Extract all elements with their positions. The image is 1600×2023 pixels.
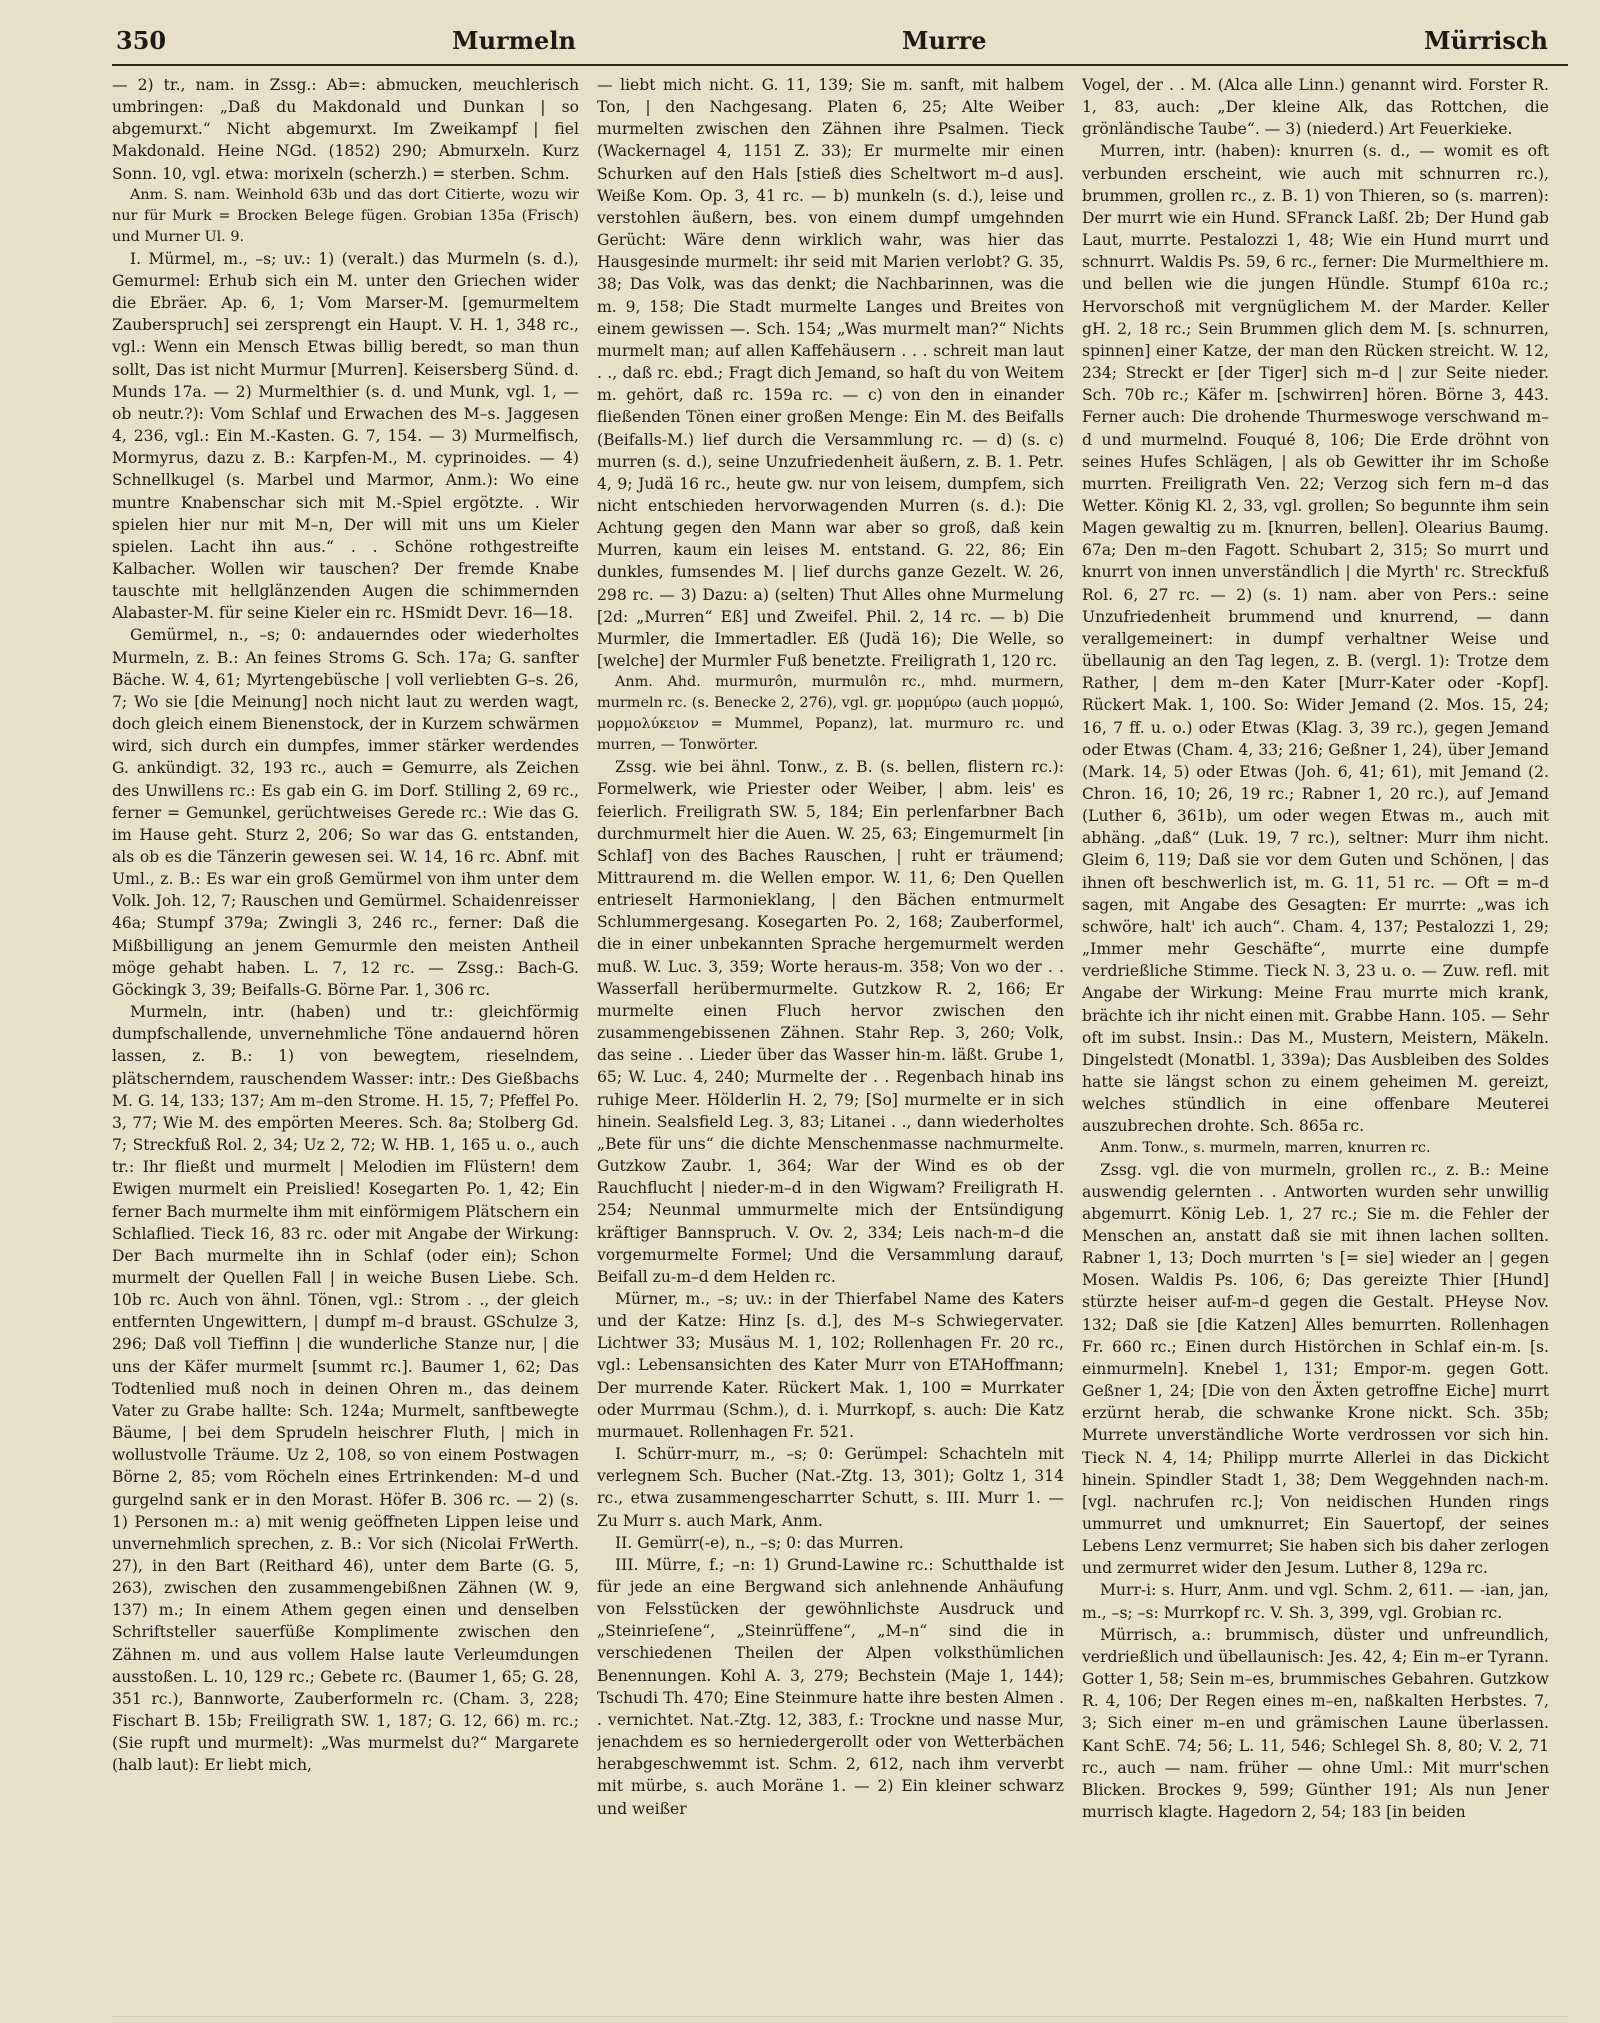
annotation-paragraph: Anm. Ahd. murmurôn, murmulôn rc., mhd. murmern, murmeln rc. (s. Benecke 2, 276), vgl. gr. μορμύρω (auch μορμώ, μορμολύκειον = Mummel, Popanz), lat. murmuro rc. und murren, — Tonwörter. (597, 674, 1064, 754)
entry-paragraph: Vogel, der . . M. (Alca alle Linn.) genannt wird. Forster R. 1, 83, auch: „Der kleine Alk, das Rottchen, die grönländische Taube“. — 3) (niederd.) Art Feuerkieke. (1082, 76, 1549, 139)
left-catchword: Murmeln (452, 26, 576, 55)
column-2 (597, 74, 1064, 2009)
entry-paragraph: Gemürmel, n., –s; 0: andauerndes oder wiederholtes Murmeln, z. B.: An feines Stroms G. Sch. 17a; G. sanfter Bäche. W. 4, 61; Myrtengebüsche | voll verliebten G–s. 26, 7; Wo sie [die Meinung] noch nicht laut zu werden wagt, doch gleich einem Bienenstock, der in Kurzem schwärmen wird, sich durch ein dumpfes, immer stärker werdendes G. ankündigt. 32, 193 rc., auch = Gemurre, als Zeichen des Unwillens rc.: Es gab ein G. im Dorf. Stilling 2, 69 rc., ferner = Gemunkel, gerüchtweises Gerede rc.: Wie das G. im Hause geht. Sturz 2, 206; So war das G. entstanden, als ob es die Tänzerin gewesen sei. W. 14, 16 rc. Abnf. mit Uml., z. B.: Es war ein groß Gemürmel von ihm unter dem Volk. Joh. 12, 7; Rauschen und Gemürmel. Schaidenreisser 46a; Stumpf 379a; Zwingli 3, 246 rc., ferner: Daß die Mißbilligung an jenem Gemurmle den meisten Antheil möge gehabt haben. L. 7, 12 rc. — Zssg.: Bach-G. Göckingk 3, 39; Beifalls-G. Börne Par. 1, 306 rc. (112, 626, 579, 999)
entry-paragraph: — 2) tr., nam. in Zssg.: Ab=: abmucken, meuchlerisch umbringen: „Daß du Makdonald und Dunkan | so abgemurxt.“ Nicht abgemurxt. Im Zweikampf | fiel Makdonald. Heine NGd. (1852) 290; Abmurxeln. Kurz Sonn. 10, vgl. etwa: morixeln (scherzh.) = sterben. Schm. (112, 76, 579, 183)
column-3 (1082, 74, 1549, 2009)
column-1 (112, 74, 579, 2009)
entry-paragraph: Zssg. vgl. die von murmeln, grollen rc., z. B.: Meine auswendig gelernten . . Antworten wurden sehr unwillig abgemurrt. König Leb. 1, 27 rc.; Sie m. die Fehler der Menschen an, anstatt daß sie mit ihnen lachen sollten. Rabner 1, 13; Doch murrten 's [= sie] wieder an | gegen Mosen. Waldis Ps. 106, 6; Das gereizte Thier [Hund] stürzte heiser auf-m–d gegen die Gestalt. PHeyse Nov. 132; Daß sie [die Katzen] Alles bemurrten. Rollenhagen Fr. 660 rc.; Einen durch Histörchen in Schlaf ein-m. [s. einmurmeln]. Knebel 1, 131; Empor-m. gegen Gott. Geßner 1, 24; [Die von den Äxten getroffne Eiche] murrt erzürnt herab, die schwanke Krone nickt. Sch. 35b; Murrete unverständliche Worte verdrossen vor sich hin. Tieck N. 4, 14; Philipp murrte Allerlei in das Dickicht hinein. Spindler Stadt 1, 38; Dem Weggehnden nach-m. [vgl. nachrufen rc.]; Von neidischen Hunden rings ummurret und umknurret; Ein Sauertopf, der seines Lebens Lenz vermurret; Sie haben sich bis daher zerlogen und zermurret wider den Jesum. Luther 8, 129a rc. (1082, 1160, 1549, 1578)
center-catchword: Murre (902, 26, 987, 55)
entry-paragraph: Murr-i: s. Hurr, Anm. und vgl. Schm. 2, 611. — -ian, jan, m., –s; –s: Murrkopf rc. V. Sh. 3, 399, vgl. Grobian rc. (1082, 1581, 1549, 1622)
text-columns (112, 74, 1568, 2009)
right-catchword: Mürrisch (1424, 26, 1548, 55)
annotation-paragraph: Anm. S. nam. Weinhold 63b und das dort Citierte, wozu wir nur für Murk = Brocken Belege fügen. Grobian 135a (Frisch) und Murner Ul. 9. (112, 186, 579, 245)
entry-paragraph: III. Mürre, f.; –n: 1) Grund-Lawine rc.: Schutthalde ist für jede an eine Bergwand sich anlehnende Anhäufung von Felsstücken der gewöhnlichste Ausdruck und „Steinrieſene“, „Steinrüffene“, „M–n“ sind die in verschiedenen Theilen der Alpen volksthümlichen Benennungen. Kohl A. 3, 279; Bechstein (Maje 1, 144); Tschudi Th. 470; Eine Steinmure hatte ihre besten Almen . . vernichtet. Nat.-Ztg. 12, 383, f.: Trockne und nasse Mur, jenachdem es so herniedergerollt oder von Wetterbächen herabgeschwemmt ist. Schm. 2, 612, nach ihm ververbt mit mürbe, s. auch Moräne 1. — 2) Ein kleiner schwarz und weißer (597, 1555, 1064, 1818)
entry-paragraph: II. Gemürr(-e), n., –s; 0: das Murren. (615, 1533, 904, 1552)
entry-paragraph: I. Schürr-murr, m., –s; 0: Gerümpel: Schachteln mit verlegnem Sch. Bucher (Nat.-Ztg. 13, 301); Goltz 1, 314 rc., etwa zusammengescharrter Schutt, s. III. Murr 1. — Zu Murr s. auch Mark, Anm. (597, 1445, 1064, 1530)
entry-paragraph: I. Mürmel, m., –s; uv.: 1) (veralt.) das Murmeln (s. d.), Gemurmel: Erhub sich ein M. unter den Griechen wider die Ebräer. Ap. 6, 1; Vom Marser-M. [gemurmeltem Zauberspruch] sei zersprengt ein Haupt. V. H. 1, 348 rc., vgl.: Wenn ein Mensch Etwas billig beredt, so man thun sollt, Das ist nicht Murmur [Murren]. Keisersberg Sünd. d. Munds 17a. — 2) Murmelthier (s. d. und Munk, vgl. 1, — ob neutr.?): Vom Schlaf und Erwachen des M–s. Jaggesen 4, 236, vgl.: Ein M.-Kasten. G. 7, 154. — 3) Murmelfisch, Mormyrus, dazu z. B.: Karpfen-M., M. cyprinoides. — 4) Schnellkugel (s. Marbel und Marmor, Anm.): Wo eine muntre Knabenschar sich mit M.-Spiel ergötzte. . Wir spielen hier nur mit M–n, Der will mit uns um Kieler spielen. Lacht ihn aus.“ . . Schöne rothgestreifte Kalbacher. Wollen wir tauschen? Der fremde Knabe tauschte mit hellglänzenden Augen die schimmernden Alabaster-M. für seine Kieler ein rc. HSmidt Devr. 16—18. (112, 249, 579, 623)
entry-paragraph: Murren, intr. (haben): knurren (s. d., — womit es oft verbunden erscheint, wie auch mit schnurren rc.), brummen, grollen rc., z. B. 1) von Thieren, so (s. marren): Der murrt wie ein Hund. SFranck Laßſ. 2b; Der Hund gab Laut, murrte. Pestalozzi 1, 48; Wie ein Hund murrt und schnurrt. Waldis Ps. 59, 6 rc., ferner: Die Murmelthiere m. und bellen wie die jungen Hündle. Stumpf 610a rc.; Hervorschoß mit vergnüglichem M. der Marder. Keller gH. 2, 18 rc.; Sein Brummen glich dem M. [s. schnurren, spinnen] einer Katze, der man den Rücken streicht. W. 12, 234; Streckt er [der Tiger] sich m–d | zur Seite nieder. Sch. 70b rc.; Käfer m. [schwirren] hören. Börne 3, 443. Ferner auch: Die drohende Thurmeswoge verschwand m–d und murmelnd. Fouqué 8, 106; Die Erde dröhnt von seines Hufes Schlägen, | als ob Gewitter ihr im Schoße murrten. Freiligrath Ven. 22; Verzog sich fern m–d das Wetter. König Kl. 2, 33, vgl. grollen; So begunnte ihm sein Magen gewaltig zu m. [knurren, bellen]. Olearius Baumg. 67a; Den m–den Fagott. Schubart 2, 315; So murrt und knurrt von innen unverständlich | die Myrth' rc. Streckfuß Rol. 6, 27 rc. — 2) (s. 1) nam. aber von Pers.: seine Unzufriedenheit brummend und knurrend, — dann verallgemeinert: in dumpf verhaltner Weise und übellaunig an den Tag legen, z. B. (vergl. 1): Trotze dem Rather, | dem m–den Kater [Murr-Kater oder -Kopf]. Rückert Mak. 1, 100. So: Wider Jemand (2. Mos. 15, 24; 16, 7 ff. u. o.) oder Etwas (Klag. 3, 39 rc.), gegen Jemand oder Etwas (Cham. 4, 33; 216; Geßner 1, 24), über Jemand (Mark. 14, 5) oder Etwas (Joh. 6, 41; 61), mit Jemand (2. Chron. 16, 10; 26, 19 rc.; Rabner 1, 20 rc.), auf Jemand (Luther 6, 361b), um oder wegen Etwas m., auch mit abhäng. „daß“ (Luk. 19, 7 rc.), seltner: Murr ihm nicht. Gleim 6, 119; Daß sie vor dem Guten und Schönen, | das ihnen oft beschwerlich ist, m. G. 11, 51 rc. — Oft = m–d sagen, mit Angabe des Gesagten: Er murrte: „was ich schwöre, halt' ich auch“. Cham. 4, 137; Pestalozzi 1, 29; „Immer mehr Geschäfte“, murrte eine dumpfe verdrießliche Stimme. Tieck N. 3, 23 u. o. — Zuw. refl. mit Angabe der Wirkung: Meine Frau murrte mich krank, brächte ich ihr nicht einen mit. Grabbe Hann. 105. — Sehr oft im subst. Insin.: Das M., Mustern, Meistern, Mäkeln. Dingelstedt (Monatbl. 1, 339a); Das Ausbleiben des Soldes hatte sie längst schon zu einem geheimen M. gereizt, welches stündlich in eine offenbare Meuterei auszubrechen drohte. Sch. 865a rc. (1082, 142, 1549, 1136)
entry-paragraph: Mürrisch, a.: brummisch, düster und unfreundlich, verdrießlich und übellaunisch: Jes. 42, 4; Ein m–er Tyrann. Gotter 1, 58; Sein m–es, brummisches Gebahren. Gutzkow R. 4, 106; Der Regen eines m–en, naßkalten Herbstes. 7, 3; Sich einer m–en und grämischen Laune überlassen. Kant SchE. 74; 56; L. 11, 546; Schlegel Sh. 8, 80; V. 2, 71 rc., auch — nam. früher — ohne Uml.: Mit murr'schen Blicken. Brockes 9, 599; Günther 191; Als nun Jener murrisch klagte. Hagedorn 2, 54; 183 [in beiden (1082, 1625, 1549, 1822)
page-bottom-rule (112, 2016, 1568, 2017)
page-header (112, 20, 1568, 66)
entry-paragraph: Zssg. wie bei ähnl. Tonw., z. B. (s. bellen, flistern rc.): Formelwerk, wie Priester oder Weiber, | abm. leis' es feierlich. Freiligrath SW. 5, 184; Ein perlenfarbner Bach durchmurmelt hier die Auen. W. 25, 63; Eingemurmelt [in Schlaf] von des Baches Rauschen, | ruht er träumend; Mittraurend m. die Wellen empor. W. 11, 6; Den Quellen entrieselt Harmonieklang, | den Bächen entmurmelt Schlummergesang. Kosegarten Po. 2, 168; Zauberformel, die in einer unbekannten Sprache hergemurmelt werden muß. W. Luc. 3, 359; Worte heraus-m. 358; Von wo der . . Wasserfall herübermurmelte. Gutzkow R. 2, 166; Er murmelte einen Fluch hervor zwischen den zusammengebissenen Zähnen. Stahr Rep. 3, 260; Volk, das seine . . Lieder über das Wasser hin-m. läßt. Grube 1, 65; W. Luc. 4, 240; Murmelte der . . Regenbach hinab ins ruhige Meer. Hölderlin H. 2, 79; [So] murmelte er in sich hinein. Sealsfield Leg. 3, 83; Litanei . ., dann wiederholtes „Bete für uns“ die dichte Menschenmasse nachmurmelte. Gutzkow Zaubr. 1, 364; War der Wind es ob der Rauchflucht | nieder-m–d in den Wigwam? Freiligrath H. 254; Neunmal ummurmelte mich der Entsündigung kräftiger Bannspruch. V. Ov. 2, 334; Leis nach-m–d die vorgemurmelte Formel; Und die Versammlung darauf, Beifall zu-m–d dem Helden rc. (597, 758, 1064, 1286)
entry-paragraph: Mürner, m., –s; uv.: in der Thierfabel Name des Katers und der Katze: Hinz [s. d.], des M–s Schwiegervater. Lichtwer 33; Musäus M. 1, 102; Rollenhagen Fr. 20 rc., vgl.: Lebensansichten des Kater Murr von ETAHoffmann; Der murrende Kater. Rückert Mak. 1, 100 = Murrkater oder Murrmau (Schm.), d. i. Murrkopf, s. auch: Die Katz murmauet. Rollenhagen Fr. 521. (597, 1289, 1064, 1441)
page-number: 350 (116, 26, 167, 55)
entry-paragraph: — liebt mich nicht. G. 11, 139; Sie m. sanft, mit halbem Ton, | den Nachgesang. Platen 6, 25; Alte Weiber murmelten zwischen den Zähnen ihre Psalmen. Tieck (Wackernagel 4, 1151 Z. 33); Er murmelte mir einen Schurken auf den Hals [stieß dies Scheltwort m–d aus]. Weiße Kom. Op. 3, 41 rc. — b) munkeln (s. d.), leise und verstohlen äußern, bes. von einem dumpf umgehnden Gerücht: Wäre denn wirklich wahr, was hier das Hausgesinde murmelt: ihr seid mit Marien verlobt? G. 35, 38; Das Volk, was das denkt; die Nachbarinnen, was die m. 9, 158; Die Stadt murmelte Langes und Breites von einem gewissen —. Sch. 154; „Was murmelt man?“ Nichts murmelt man; auf allen Kaffehäusern . . . schreit man laut . ., daß rc. ebd.; Fragt dich Jemand, so haſt du von Weitem m. gehört, daß rc. 159a rc. — c) von den in einander fließenden Tönen einer großen Menge: Ein M. des Beifalls (Beifalls-M.) lief durch die Versammlung rc. — d) (s. c) murren (s. d.), seine Unzufriedenheit äußern, z. B. 1. Petr. 4, 9; Judä 16 rc., heute gw. nur von leisem, dumpfem, sich nicht entschieden hervorwagenden Murren (s. d.): Die Achtung gegen den Mann war aber so groß, daß kein Murren, kaum ein leises M. entstand. G. 22, 86; Ein dunkles, fumsendes M. | lief durchs ganze Gezelt. W. 26, 298 rc. — 3) Dazu: a) (selten) Thut Alles ohne Murmelung [2d: „Murren“ Eß] und Zweifel. Phil. 2, 14 rc. — b) Die Murmler, die Immertadler. Eß (Judä 16); Die Welle, so [welche] der Murmler Fuß benetzte. Freiligrath 1, 120 rc. (597, 76, 1064, 671)
entry-paragraph: Murmeln, intr. (haben) und tr.: gleichförmig dumpfschallende, unvernehmliche Töne andauernd hören lassen, z. B.: 1) von bewegtem, rieselndem, plätscherndem, rauschendem Wasser: intr.: Des Gießbachs M. G. 14, 133; 137; Am m–den Strome. H. 15, 7; Pfeffel Po. 3, 77; Wie M. des empörten Meeres. Sch. 8a; Stolberg Gd. 7; Streckfuß Rol. 2, 34; Uz 2, 72; W. HB. 1, 165 u. o., auch tr.: Ihr fließt und murmelt | Melodien im Flüstern! dem Ewigen murmelt ein Preislied! Kosegarten Po. 1, 42; Ein ferner Bach murmelte ihm mit einförmigem Plätschern ein Schlaflied. Tieck 16, 83 rc. oder mit Angabe der Wirkung: Der Bach murmelte ihn in Schlaf (oder ein); Schon murmelt der Quellen Fall | in weiche Busen Liebe. Sch. 10b rc. Auch von ähnl. Tönen, vgl.: Strom . ., der gleich entfernten Ungewittern, | dumpf m–d braust. GSchulze 3, 296; Daß voll Tieffinn | die wunderliche Stanze nur, | die uns der Käfer murmelt [summt rc.]. Baumer 1, 62; Das Todtenlied muß noch in deinen Ohren m., das deinem Vater zu Grabe hallte: Sch. 124a; Murmelt, sanftbewegte Bäume, | bei dem Sprudeln heischrer Fluth, | mich in wollustvolle Träume. Uz 2, 108, so von einem Postwagen Börne 2, 85; vom Röcheln eines Ertrinkenden: M–d und gurgelnd sank er in den Morast. Höfer B. 306 rc. — 2) (s. 1) Personen m.: a) mit wenig geöffneten Lippen leise und unvernehmlich sprechen, z. B.: Vor sich (Nicolai FrWerth. 27), in den Bart (Reithard 46), unter dem Barte (G. 5, 263), zwischen den zusammengebißnen Zähnen (W. 9, 137) m.; In einem Athem gegen einen und denselben Schriftsteller sauerfüße Komplimente zwischen den Zähnen m. und aus vollem Halse laute Verleumdungen ausstoßen. L. 10, 129 rc.; Gebete rc. (Baumer 1, 65; G. 28, 351 rc.), Bannworte, Zauberformeln rc. (Cham. 3, 228; Fischart B. 15b; Freiligrath SW. 1, 187; G. 12, 66) m. rc.; (Sie rupft und murmelt): „Was murmelst du?“ Margarete (halb laut): Er liebt mich, (112, 1003, 579, 1775)
annotation-paragraph: Anm. Tonw., s. murmeln, marren, knurren rc. (1100, 1139, 1431, 1156)
